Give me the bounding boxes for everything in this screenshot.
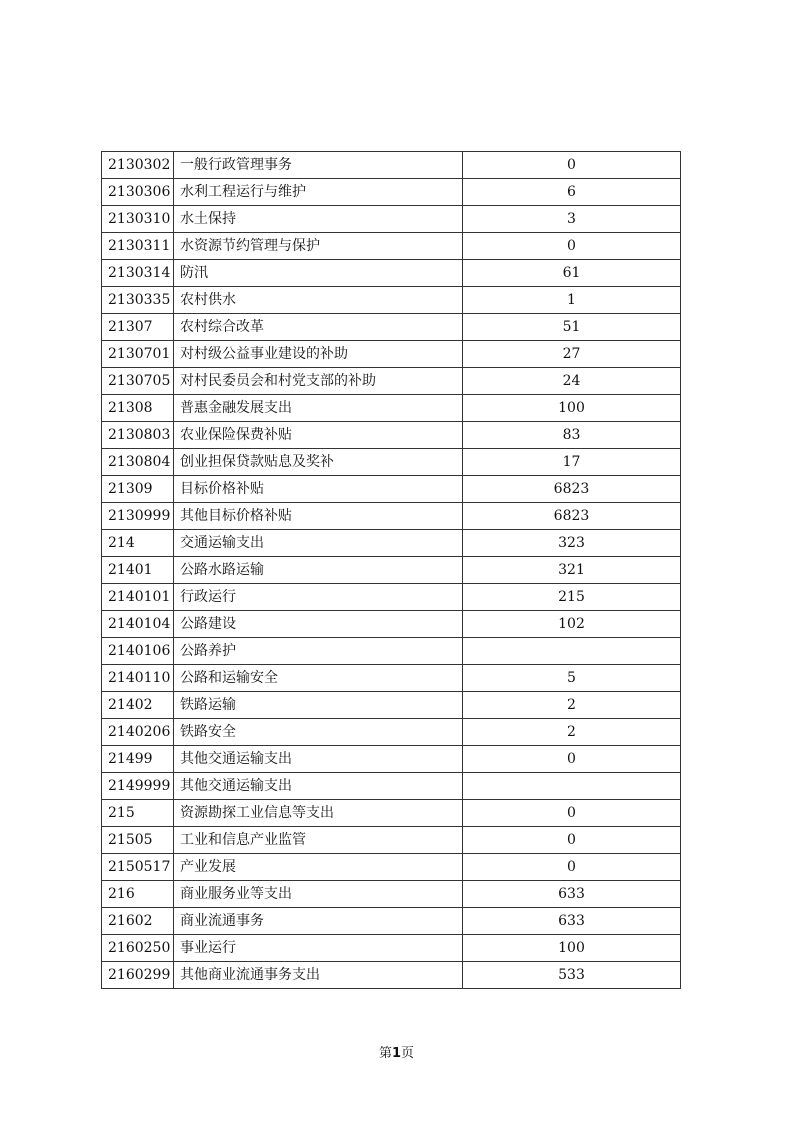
table-row — [102, 881, 681, 908]
row-amount-cell — [463, 773, 681, 800]
table-row — [102, 557, 681, 584]
row-name-cell: 事业运行 — [174, 935, 463, 962]
row-amount-cell: 0 — [463, 152, 681, 179]
row-name-cell: 产业发展 — [174, 854, 463, 881]
table-row — [102, 773, 681, 800]
page-label-suffix: 页 — [401, 1046, 415, 1061]
row-name-cell: 对村级公益事业建设的补助 — [174, 341, 463, 368]
row-code-cell: 2140104 — [102, 611, 174, 638]
row-code-cell: 2130310 — [102, 206, 174, 233]
row-name-cell: 商业流通事务 — [174, 908, 463, 935]
row-name-cell: 交通运输支出 — [174, 530, 463, 557]
row-code-cell: 2130999 — [102, 503, 174, 530]
table-row — [102, 962, 681, 989]
row-name-cell: 资源勘探工业信息等支出 — [174, 800, 463, 827]
table-row — [102, 422, 681, 449]
row-name-cell: 水资源节约管理与保护 — [174, 233, 463, 260]
table-row — [102, 287, 681, 314]
row-name-cell: 农村供水 — [174, 287, 463, 314]
row-name-cell: 商业服务业等支出 — [174, 881, 463, 908]
table-row — [102, 530, 681, 557]
row-name-cell: 普惠金融发展支出 — [174, 395, 463, 422]
row-code-cell: 215 — [102, 800, 174, 827]
table-row — [102, 179, 681, 206]
row-name-cell: 农村综合改革 — [174, 314, 463, 341]
row-code-cell: 2140101 — [102, 584, 174, 611]
row-amount-cell: 2 — [463, 692, 681, 719]
row-amount-cell: 215 — [463, 584, 681, 611]
table-row — [102, 476, 681, 503]
table-row — [102, 341, 681, 368]
row-amount-cell: 0 — [463, 827, 681, 854]
row-amount-cell: 0 — [463, 800, 681, 827]
row-code-cell: 2140110 — [102, 665, 174, 692]
row-code-cell: 21307 — [102, 314, 174, 341]
table-row — [102, 314, 681, 341]
row-code-cell: 2130804 — [102, 449, 174, 476]
table-row — [102, 908, 681, 935]
table-body — [102, 152, 681, 989]
row-amount-cell: 27 — [463, 341, 681, 368]
row-name-cell: 其他商业流通事务支出 — [174, 962, 463, 989]
row-name-cell: 防汛 — [174, 260, 463, 287]
row-amount-cell: 3 — [463, 206, 681, 233]
table-row — [102, 854, 681, 881]
row-code-cell: 2130302 — [102, 152, 174, 179]
table-row — [102, 503, 681, 530]
row-name-cell: 创业担保贷款贴息及奖补 — [174, 449, 463, 476]
table-row — [102, 935, 681, 962]
row-code-cell: 2130314 — [102, 260, 174, 287]
row-amount-cell: 6 — [463, 179, 681, 206]
row-amount-cell: 24 — [463, 368, 681, 395]
row-amount-cell: 0 — [463, 746, 681, 773]
budget-table — [101, 151, 681, 989]
row-code-cell: 214 — [102, 530, 174, 557]
table-row — [102, 611, 681, 638]
page-label-prefix: 第 — [378, 1046, 392, 1061]
row-amount-cell: 323 — [463, 530, 681, 557]
row-amount-cell: 51 — [463, 314, 681, 341]
table-row — [102, 449, 681, 476]
row-code-cell: 21499 — [102, 746, 174, 773]
page-number: 1 — [391, 1046, 402, 1061]
row-code-cell: 21401 — [102, 557, 174, 584]
row-name-cell: 目标价格补贴 — [174, 476, 463, 503]
row-amount-cell: 321 — [463, 557, 681, 584]
row-amount-cell: 6823 — [463, 503, 681, 530]
row-amount-cell: 0 — [463, 233, 681, 260]
row-name-cell: 铁路安全 — [174, 719, 463, 746]
row-amount-cell: 83 — [463, 422, 681, 449]
row-code-cell: 2160250 — [102, 935, 174, 962]
row-code-cell: 2160299 — [102, 962, 174, 989]
table-row — [102, 152, 681, 179]
table-row — [102, 827, 681, 854]
row-code-cell: 21309 — [102, 476, 174, 503]
row-amount-cell: 2 — [463, 719, 681, 746]
row-amount-cell: 633 — [463, 908, 681, 935]
row-name-cell: 工业和信息产业监管 — [174, 827, 463, 854]
row-code-cell: 2130335 — [102, 287, 174, 314]
row-code-cell: 2130306 — [102, 179, 174, 206]
table-row — [102, 746, 681, 773]
table-row — [102, 692, 681, 719]
row-name-cell: 铁路运输 — [174, 692, 463, 719]
row-name-cell: 其他交通运输支出 — [174, 746, 463, 773]
table-row — [102, 233, 681, 260]
table-row — [102, 800, 681, 827]
row-amount-cell: 533 — [463, 962, 681, 989]
row-amount-cell: 17 — [463, 449, 681, 476]
row-amount-cell: 6823 — [463, 476, 681, 503]
row-amount-cell: 633 — [463, 881, 681, 908]
row-code-cell: 2130705 — [102, 368, 174, 395]
row-name-cell: 对村民委员会和村党支部的补助 — [174, 368, 463, 395]
row-code-cell: 2150517 — [102, 854, 174, 881]
row-code-cell: 21402 — [102, 692, 174, 719]
row-amount-cell: 0 — [463, 854, 681, 881]
table-row — [102, 368, 681, 395]
row-code-cell: 21308 — [102, 395, 174, 422]
row-name-cell: 公路和运输安全 — [174, 665, 463, 692]
table-row — [102, 260, 681, 287]
row-name-cell: 公路建设 — [174, 611, 463, 638]
row-amount-cell: 100 — [463, 395, 681, 422]
row-name-cell: 其他目标价格补贴 — [174, 503, 463, 530]
table-row — [102, 395, 681, 422]
table-row — [102, 584, 681, 611]
row-amount-cell: 61 — [463, 260, 681, 287]
row-code-cell: 2140106 — [102, 638, 174, 665]
page-footer — [0, 1042, 793, 1061]
row-code-cell: 2130701 — [102, 341, 174, 368]
table-row — [102, 665, 681, 692]
row-code-cell: 2130803 — [102, 422, 174, 449]
row-amount-cell: 102 — [463, 611, 681, 638]
table-row — [102, 719, 681, 746]
row-amount-cell — [463, 638, 681, 665]
row-amount-cell: 100 — [463, 935, 681, 962]
row-name-cell: 其他交通运输支出 — [174, 773, 463, 800]
row-code-cell: 21505 — [102, 827, 174, 854]
row-code-cell: 2130311 — [102, 233, 174, 260]
row-code-cell: 2149999 — [102, 773, 174, 800]
row-name-cell: 行政运行 — [174, 584, 463, 611]
row-name-cell: 水利工程运行与维护 — [174, 179, 463, 206]
row-name-cell: 公路养护 — [174, 638, 463, 665]
row-name-cell: 农业保险保费补贴 — [174, 422, 463, 449]
row-name-cell: 公路水路运输 — [174, 557, 463, 584]
row-name-cell: 水土保持 — [174, 206, 463, 233]
table-row — [102, 638, 681, 665]
row-code-cell: 2140206 — [102, 719, 174, 746]
row-name-cell: 一般行政管理事务 — [174, 152, 463, 179]
row-code-cell: 216 — [102, 881, 174, 908]
row-amount-cell: 5 — [463, 665, 681, 692]
row-code-cell: 21602 — [102, 908, 174, 935]
row-amount-cell: 1 — [463, 287, 681, 314]
table-row — [102, 206, 681, 233]
